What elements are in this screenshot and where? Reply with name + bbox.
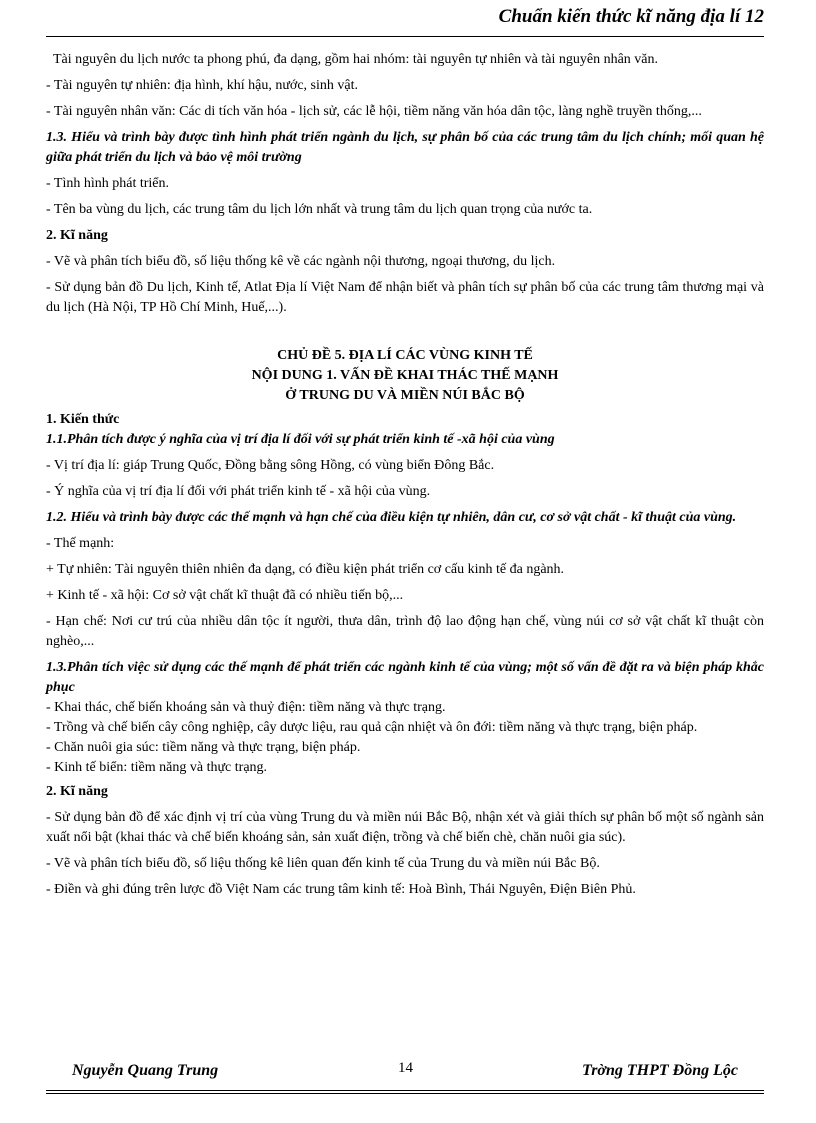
footer-school: Trờng THPT Đồng Lộc bbox=[582, 1062, 738, 1079]
footer-rule bbox=[46, 1093, 764, 1094]
paragraph: - Khai thác, chế biến khoáng sản và thuỷ điện: tiềm năng và thực trạng. bbox=[46, 700, 446, 715]
paragraph: - Chăn nuôi gia súc: tiềm năng và thực trạng, biện pháp. bbox=[46, 740, 361, 755]
paragraph: + Tự nhiên: Tài nguyên thiên nhiên đa dạng, có điều kiện phát triển cơ cấu kinh tế đa ngành. bbox=[46, 562, 565, 577]
paragraph: - Sử dụng bản đồ Du lịch, Kinh tế, Atlat Địa lí Việt Nam để nhận biết và phân tích sự phân bố của các trung tâm thương mại và du lịch (Hà Nội, TP Hồ Chí Minh, Huế,...). bbox=[46, 280, 764, 315]
section-heading: 2. Kĩ năng bbox=[46, 228, 108, 243]
paragraph: - Trồng và chế biến cây công nghiệp, cây dược liệu, rau quả cận nhiệt và ôn đới: tiềm năng và thực trạng, biện pháp. bbox=[46, 720, 698, 735]
section-heading: 1.1.Phân tích được ý nghĩa của vị trí địa lí đối với sự phát triển kinh tế -xã hội của vùng bbox=[46, 432, 555, 447]
section-heading: 1.3.Phân tích việc sử dụng các thế mạnh để phát triển các ngành kinh tế của vùng; một số vấn đề đặt ra và biện pháp khắc phục bbox=[46, 660, 764, 695]
section-heading: 1. Kiến thức bbox=[46, 412, 120, 427]
paragraph: - Vị trí địa lí: giáp Trung Quốc, Đồng bằng sông Hồng, có vùng biển Đông Bắc. bbox=[46, 458, 495, 473]
paragraph: - Tên ba vùng du lịch, các trung tâm du lịch lớn nhất và trung tâm du lịch quan trọng của nước ta. bbox=[46, 202, 593, 217]
section-heading: 1.3. Hiểu và trình bày được tình hình phát triển ngành du lịch, sự phân bố của các trung tâm du lịch chính; mối quan hệ giữa phát triển du lịch và bảo vệ môi trường bbox=[46, 130, 764, 165]
paragraph: - Vẽ và phân tích biểu đồ, số liệu thống kê liên quan đến kinh tế của Trung du và miền núi Bắc Bộ. bbox=[46, 856, 600, 871]
chapter-title: Ở TRUNG DU VÀ MIỀN NÚI BẮC BỘ bbox=[285, 388, 525, 403]
paragraph: + Kinh tế - xã hội: Cơ sở vật chất kĩ thuật đã có nhiều tiến bộ,... bbox=[46, 588, 404, 603]
page-number: 14 bbox=[398, 1060, 413, 1076]
paragraph: - Điền và ghi đúng trên lược đồ Việt Nam các trung tâm kinh tế: Hoà Bình, Thái Nguyên, Điện Biên Phủ. bbox=[46, 882, 636, 897]
paragraph: - Ý nghĩa của vị trí địa lí đối với phát triển kinh tế - xã hội của vùng. bbox=[46, 484, 431, 499]
footer-rule bbox=[46, 1090, 764, 1091]
paragraph: - Tài nguyên nhân văn: Các di tích văn hóa - lịch sử, các lễ hội, tiềm năng văn hóa dân tộc, làng nghề truyền thống,... bbox=[46, 104, 702, 119]
chapter-title: CHỦ ĐỀ 5. ĐỊA LÍ CÁC VÙNG KINH TẾ bbox=[277, 348, 533, 363]
section-heading: 2. Kĩ năng bbox=[46, 784, 108, 799]
footer-author: Nguyễn Quang Trung bbox=[72, 1062, 219, 1079]
paragraph: - Kinh tế biển: tiềm năng và thực trạng. bbox=[46, 760, 268, 775]
paragraph: - Tài nguyên tự nhiên: địa hình, khí hậu, nước, sinh vật. bbox=[46, 78, 358, 93]
paragraph: Tài nguyên du lịch nước ta phong phú, đa dạng, gồm hai nhóm: tài nguyên tự nhiên và tài nguyên nhân văn. bbox=[46, 52, 659, 67]
paragraph: - Tình hình phát triển. bbox=[46, 176, 169, 191]
paragraph: - Thế mạnh: bbox=[46, 536, 115, 551]
paragraph: - Sử dụng bản đồ để xác định vị trí của vùng Trung du và miền núi Bắc Bộ, nhận xét và giải thích sự phân bố một số ngành sản xuất nổi bật (khai thác và chế biến khoáng sản, sản xuất điện, trồng và chế biến chè, chăn nuôi gia súc). bbox=[46, 810, 764, 845]
header-title: Chuẩn kiến thức kĩ năng địa lí 12 bbox=[498, 6, 764, 27]
section-heading: 1.2. Hiểu và trình bày được các thế mạnh và hạn chế của điều kiện tự nhiên, dân cư, cơ sở vật chất - kĩ thuật của vùng. bbox=[46, 510, 737, 525]
paragraph: - Hạn chế: Nơi cư trú của nhiều dân tộc ít người, thưa dân, trình độ lao động hạn chế, vùng núi cơ sở vật chất kĩ thuật còn nghèo,... bbox=[46, 614, 764, 649]
document-body bbox=[46, 50, 764, 906]
paragraph: - Vẽ và phân tích biểu đồ, số liệu thống kê về các ngành nội thương, ngoại thương, du lịch. bbox=[46, 254, 556, 269]
chapter-title: NỘI DUNG 1. VẤN ĐỀ KHAI THÁC THẾ MẠNH bbox=[251, 368, 559, 383]
header-rule bbox=[46, 36, 764, 37]
